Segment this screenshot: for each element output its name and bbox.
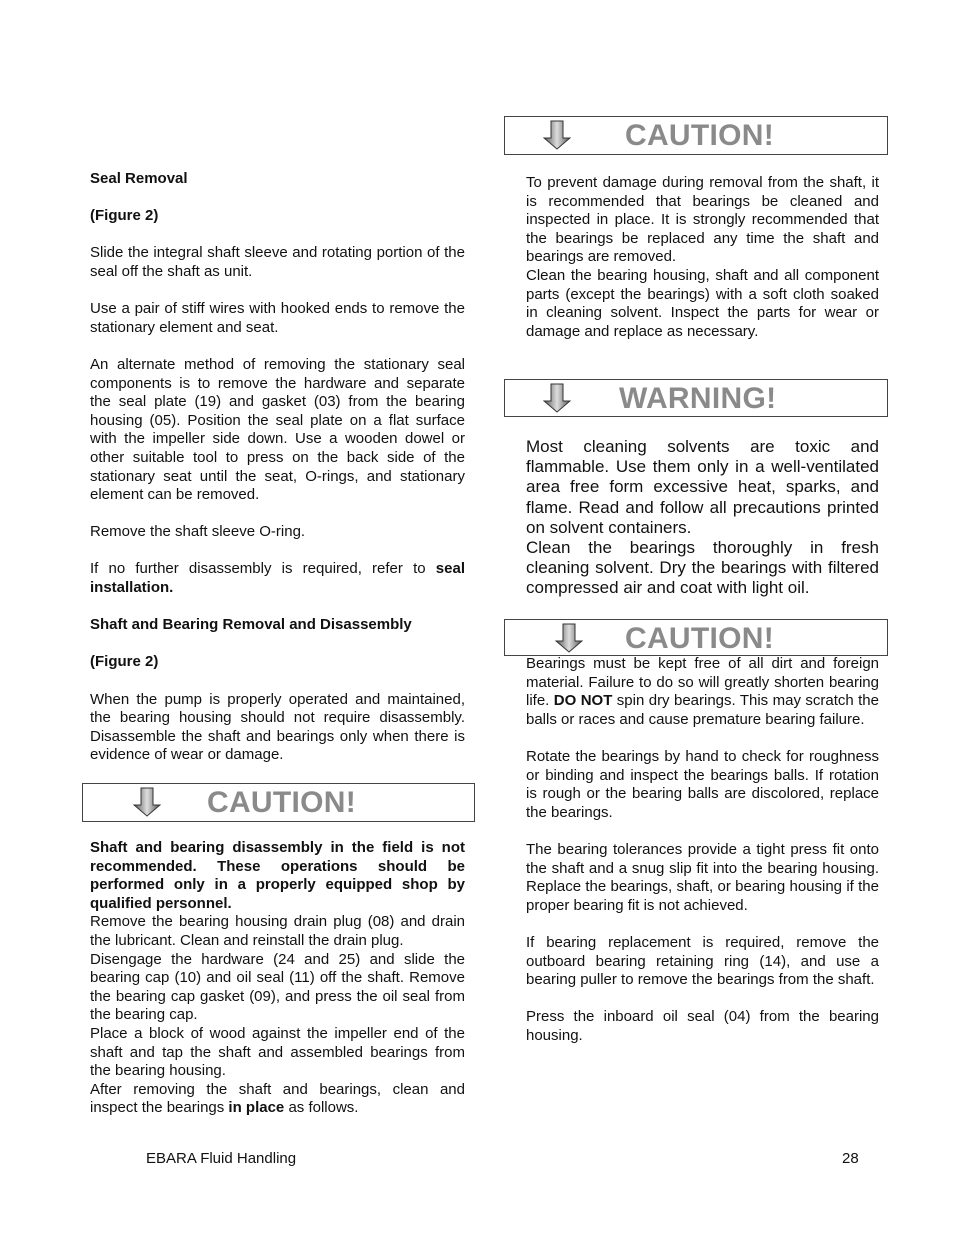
- paragraph: Press the inboard oil seal (04) from the bearing housing.: [526, 1008, 879, 1044]
- paragraph: [526, 655, 879, 729]
- step-paragraph: Disengage the hardware (24 and 25) and slide the bearing cap (10) and oil seal (11) off the shaft. Remove the bearing cap gasket (09), and press the oil seal from the bearing cap.: [90, 950, 465, 1024]
- warning-body: [526, 437, 879, 599]
- caution-title: CAUTION!: [207, 786, 357, 819]
- text-run: After removing the shaft and bearings, clean and inspect the bearings: [90, 1080, 465, 1117]
- down-arrow-icon: [543, 383, 571, 413]
- figure-reference: (Figure 2): [90, 207, 159, 225]
- cross-reference: seal installation.: [90, 560, 465, 597]
- emphasis: DO NOT: [553, 692, 613, 710]
- text-run: spin dry bearings. This may scratch the balls or races and cause premature bearing failure.: [526, 692, 879, 728]
- emphasis: in place: [228, 1099, 285, 1117]
- step-paragraph: Place a block of wood against the impeller end of the shaft and tap the shaft and assembled bearings from the bearing housing.: [90, 1024, 465, 1080]
- text-run: as follows.: [284, 1099, 359, 1117]
- caution-title: CAUTION!: [625, 622, 775, 655]
- caution1-body: [526, 174, 879, 341]
- paragraph: An alternate method of removing the stationary seal components is to remove the hardware and separate the seal plate (19) and gasket (03) from the bearing housing (05). Position the seal plate on a flat surface with the impeller side down. Use a wooden dowel or other suitable tool to press on the back side of the stationary seat until the seat, O-rings, and stationary element can be removed.: [90, 355, 465, 504]
- page-number: 28: [842, 1150, 859, 1167]
- paragraph: Clean the bearing housing, shaft and all component parts (except the bearings) with a soft cloth soaked in cleaning solvent. Inspect the parts for wear or damage and replace as necessary.: [526, 266, 879, 340]
- paragraph: If bearing replacement is required, remove the outboard bearing retaining ring (14), and use a bearing puller to remove the bearings from the shaft.: [526, 933, 879, 989]
- warning-box: [504, 379, 888, 417]
- caution-box-left: [82, 783, 475, 822]
- caution2-body: [526, 655, 879, 1045]
- paragraph: Remove the shaft sleeve O-ring.: [90, 523, 306, 541]
- paragraph: To prevent damage during removal from the shaft, it is recommended that bearings be cleaned and inspected in place. It is strongly recommended that the bearings be replaced any time the shaft and bearings are removed.: [526, 174, 879, 266]
- down-arrow-icon: [555, 623, 583, 653]
- section-heading: Seal Removal: [90, 170, 188, 187]
- section-heading: Shaft and Bearing Removal and Disassembly: [90, 616, 412, 634]
- left-column-bottom: [90, 839, 465, 1118]
- paragraph: Slide the integral shaft sleeve and rotating portion of the seal off the shaft as unit.: [90, 244, 465, 280]
- figure-reference: (Figure 2): [90, 653, 159, 671]
- paragraph: The bearing tolerances provide a tight press fit onto the shaft and a snug slip fit into the bearing housing. Replace the bearings, shaft, or bearing housing if the proper bearing fit is not achieved.: [526, 840, 879, 914]
- down-arrow-icon: [133, 787, 161, 817]
- text-run: If no further disassembly is required, refer to: [90, 560, 436, 578]
- text-run: Bearings must be kept free of all dirt and foreign material. Failure to do so will greatly shorten bearing life.: [526, 655, 879, 710]
- caution-text: Shaft and bearing disassembly in the field is not recommended. These operations should be performed only in a properly equipped shop by qualified personnel.: [90, 839, 465, 912]
- down-arrow-icon: [543, 120, 571, 150]
- caution-title: CAUTION!: [625, 119, 775, 152]
- warning-paragraph: Most cleaning solvents are toxic and flammable. Use them only in a well-ventilated area free form excessive heat, sparks, and flame. Read and follow all precautions printed on solvent containers.: [526, 437, 879, 537]
- left-column-top: [90, 170, 465, 765]
- warning-paragraph: Clean the bearings thoroughly in fresh cleaning solvent. Dry the bearings with filtered compressed air and coat with light oil.: [526, 538, 879, 598]
- caution-box-right-top: [504, 116, 888, 155]
- paragraph: [90, 560, 465, 597]
- paragraph: Use a pair of stiff wires with hooked ends to remove the stationary element and seat.: [90, 300, 465, 336]
- footer-company: EBARA Fluid Handling: [146, 1150, 297, 1167]
- step-paragraph: [90, 1081, 465, 1118]
- step-paragraph: Remove the bearing housing drain plug (08) and drain the lubricant. Clean and reinstall the drain plug.: [90, 913, 465, 949]
- caution-box-right-bottom: [504, 619, 888, 656]
- paragraph: When the pump is properly operated and maintained, the bearing housing should not require disassembly. Disassemble the shaft and bearings only when there is evidence of wear or damage.: [90, 690, 465, 764]
- paragraph: Rotate the bearings by hand to check for roughness or binding and inspect the bearings balls. If rotation is rough or the bearing balls are discolored, replace the bearings.: [526, 747, 879, 821]
- warning-title: WARNING!: [619, 382, 777, 415]
